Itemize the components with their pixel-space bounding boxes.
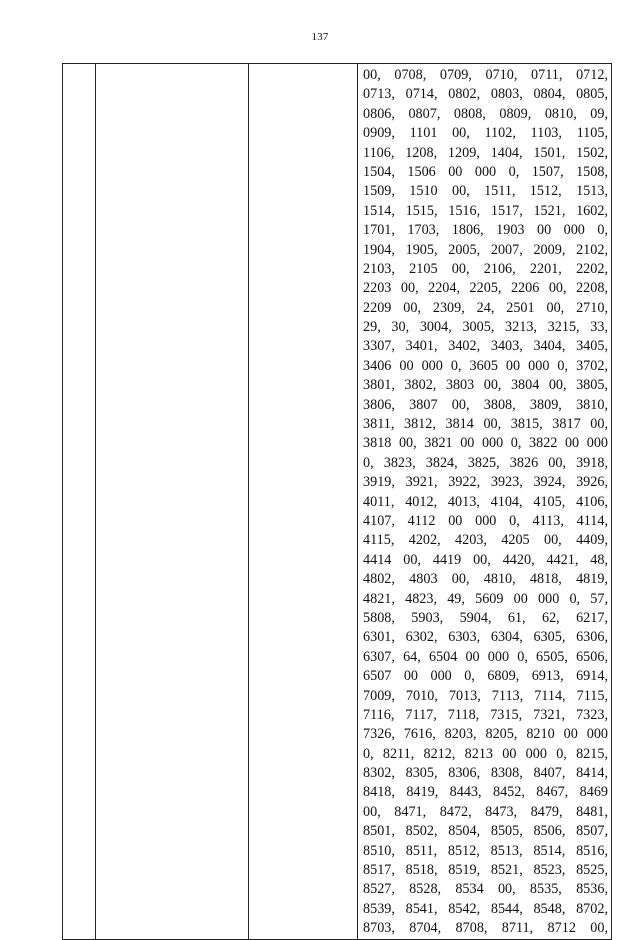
codes-line: 1514, 1515, 1516, 1517, 1521, 1602, — [363, 202, 608, 219]
codes-line: 0806, 0807, 0808, 0809, 0810, 09, — [363, 105, 608, 122]
codes-line: 3307, 3401, 3402, 3403, 3404, 3405, — [363, 338, 608, 355]
codes-line: 0713, 0714, 0802, 0803, 0804, 0805, — [363, 86, 608, 103]
codes-line: 8527, 8528, 8534 00, 8535, 8536, — [363, 881, 608, 898]
codes-line: 7326, 7616, 8203, 8205, 8210 00 000 — [363, 726, 608, 743]
codes-line: 6301, 6302, 6303, 6304, 6305, 6306, — [363, 629, 608, 646]
codes-line: 00, 0708, 0709, 0710, 0711, 0712, — [363, 67, 608, 83]
codes-line: 8517, 8518, 8519, 8521, 8523, 8525, — [363, 862, 608, 879]
codes-line: 4821, 4823, 49, 5609 00 000 0, 57, — [363, 590, 608, 607]
page-number: 137 — [311, 31, 329, 43]
codes-line: 1509, 1510 00, 1511, 1512, 1513, — [363, 183, 608, 200]
codes-line: 8302, 8305, 8306, 8308, 8407, 8414, — [363, 765, 608, 782]
codes-line: 2203 00, 2204, 2205, 2206 00, 2208, — [363, 280, 608, 297]
codes-line: 8539, 8541, 8542, 8544, 8548, 8702, — [363, 900, 608, 917]
table-cell-empty-3 — [249, 64, 358, 940]
codes-line: 8501, 8502, 8504, 8505, 8506, 8507, — [363, 823, 608, 840]
codes-line: 2209 00, 2309, 24, 2501 00, 2710, — [363, 299, 608, 316]
codes-line: 8418, 8419, 8443, 8452, 8467, 8469 — [363, 784, 608, 801]
codes-line: 3806, 3807 00, 3808, 3809, 3810, — [363, 396, 608, 413]
codes-line: 3406 00 000 0, 3605 00 000 0, 3702, — [363, 357, 608, 374]
codes-line: 3801, 3802, 3803 00, 3804 00, 3805, — [363, 377, 608, 394]
codes-line: 3818 00, 3821 00 000 0, 3822 00 000 — [363, 435, 608, 452]
codes-line: 3811, 3812, 3814 00, 3815, 3817 00, — [363, 416, 608, 433]
table-cell-empty-1 — [63, 64, 96, 940]
codes-line: 2103, 2105 00, 2106, 2201, 2202, — [363, 260, 608, 277]
codes-line: 4802, 4803 00, 4810, 4818, 4819, — [363, 571, 608, 588]
codes-line: 1701, 1703, 1806, 1903 00 000 0, — [363, 222, 608, 239]
codes-line: 3919, 3921, 3922, 3923, 3924, 3926, — [363, 474, 608, 491]
codes-line: 0, 8211, 8212, 8213 00 000 0, 8215, — [363, 745, 608, 762]
codes-line: 29, 30, 3004, 3005, 3213, 3215, 33, — [363, 319, 608, 336]
codes-line: 7009, 7010, 7013, 7113, 7114, 7115, — [363, 687, 608, 704]
codes-line: 4107, 4112 00 000 0, 4113, 4114, — [363, 512, 608, 529]
codes-line: 8703, 8704, 8708, 8711, 8712 00, — [363, 920, 608, 937]
codes-line: 0, 3823, 3824, 3825, 3826 00, 3918, — [363, 454, 608, 471]
codes-line: 8510, 8511, 8512, 8513, 8514, 8516, — [363, 842, 608, 859]
table-cell-empty-2 — [96, 64, 249, 940]
table-row — [63, 64, 612, 940]
table-cell-codes — [358, 64, 612, 940]
codes-line: 4115, 4202, 4203, 4205 00, 4409, — [363, 532, 608, 549]
codes-line: 7116, 7117, 7118, 7315, 7321, 7323, — [363, 706, 608, 723]
data-table — [62, 63, 612, 940]
codes-line: 1504, 1506 00 000 0, 1507, 1508, — [363, 163, 608, 180]
codes-list — [363, 66, 608, 939]
codes-line: 0909, 1101 00, 1102, 1103, 1105, — [363, 125, 608, 142]
codes-line: 6507 00 000 0, 6809, 6913, 6914, — [363, 668, 608, 685]
codes-line: 6307, 64, 6504 00 000 0, 6505, 6506, — [363, 648, 608, 665]
codes-line: 1904, 1905, 2005, 2007, 2009, 2102, — [363, 241, 608, 258]
codes-line: 4414 00, 4419 00, 4420, 4421, 48, — [363, 551, 608, 568]
codes-line: 4011, 4012, 4013, 4104, 4105, 4106, — [363, 493, 608, 510]
codes-line: 5808, 5903, 5904, 61, 62, 6217, — [363, 609, 608, 626]
codes-line: 00, 8471, 8472, 8473, 8479, 8481, — [363, 803, 608, 820]
codes-line: 1106, 1208, 1209, 1404, 1501, 1502, — [363, 144, 608, 161]
